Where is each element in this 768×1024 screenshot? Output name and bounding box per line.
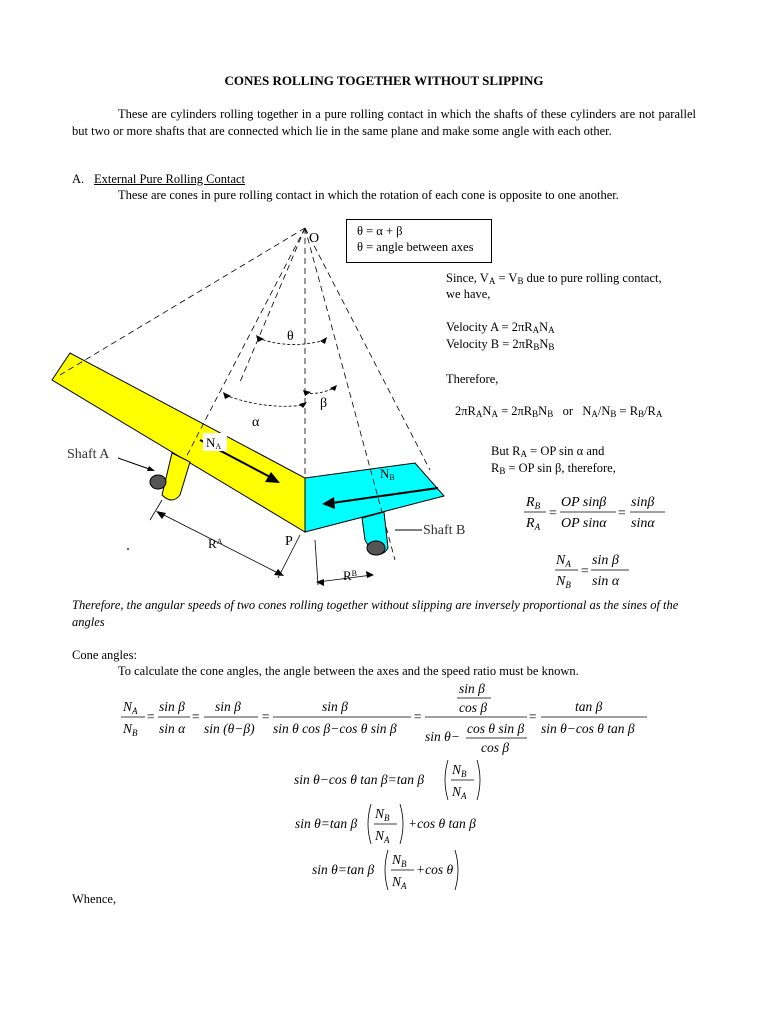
svg-text:=: = <box>413 709 423 724</box>
svg-text:sinα: sinα <box>631 516 655 531</box>
svg-text:cos β: cos β <box>459 700 488 715</box>
svg-text:sin θ−cos θ tan β: sin θ−cos θ tan β <box>541 721 635 736</box>
svg-text:NB: $N_B$ <box>123 721 138 738</box>
page-title: CONES ROLLING TOGETHER WITHOUT SLIPPING <box>224 73 544 88</box>
shaft-a <box>118 453 190 500</box>
label-alpha: α <box>252 415 260 430</box>
svg-text:=: = <box>191 709 201 724</box>
since-line: Since, $V_A = V_B$ due to pure rolling contact, <box>446 271 662 286</box>
svg-text:NB: $N_B$ <box>452 762 467 779</box>
svg-text:=: = <box>580 564 590 579</box>
svg-text:sin θ−: sin θ− <box>425 729 460 744</box>
svg-text:NA: $N_A$ <box>375 828 390 845</box>
velocity-b-line: Velocity $B = 2\pi R_BN_B$ <box>446 337 555 352</box>
svg-text:sin α: sin α <box>592 574 620 589</box>
svg-text:+cos θ: +cos θ <box>416 862 454 877</box>
svg-text:sin θ=tan β: sin θ=tan β <box>295 816 358 831</box>
svg-text:+cos θ tan β: +cos θ tan β <box>408 816 476 831</box>
derivation-equation-2 <box>290 756 490 804</box>
svg-text:RA: $R_A$ <box>526 516 541 532</box>
svg-text:=: = <box>617 506 627 521</box>
label-rb: $R^B$ <box>343 568 358 583</box>
svg-text:NB: $N_B$ <box>375 806 390 823</box>
section-title: External Pure Rolling Contact <box>94 172 246 186</box>
svg-text:sin θ cos β−cos θ sin β: sin θ cos β−cos θ sin β <box>273 721 397 736</box>
speed-ratio-formula <box>552 548 632 592</box>
rb-line: $R_B$ = OP sin β, therefore, <box>491 461 616 476</box>
svg-text:NB: $N_B$ <box>392 852 407 869</box>
svg-text:NA: $N_A$ <box>392 874 407 891</box>
label-theta: θ <box>287 329 294 344</box>
label-shaft-a: Shaft A <box>67 447 110 462</box>
radius-ratio-formula <box>520 490 670 534</box>
label-beta: β <box>320 396 328 411</box>
svg-text:=: = <box>146 709 156 724</box>
svg-text:sin θ=tan β: sin θ=tan β <box>312 862 375 877</box>
svg-text:=: = <box>548 506 558 521</box>
section-number: A. <box>72 172 85 186</box>
conclusion-text: Therefore, the angular speeds of two cones rolling together without slipping are inversely proportional as the sines of the angles <box>72 598 679 629</box>
derivation-equation-3 <box>293 800 483 848</box>
svg-text:cos θ sin β: cos θ sin β <box>467 721 525 736</box>
svg-text:cos β: cos β <box>481 740 510 755</box>
intro-text: These are cylinders rolling together in a pure rolling contact in which the shafts of these cylinders are not parallel but two or more shafts that are connected which lie in the same plane and make some angle with each other. <box>72 107 696 138</box>
svg-text:OP sinβ: OP sinβ <box>561 495 607 510</box>
cone-diagram <box>40 210 466 595</box>
label-ra: $R^A$ <box>208 536 223 551</box>
definition-line-2: θ = angle between axes <box>357 240 474 254</box>
stray-dot <box>127 548 129 550</box>
therefore-line: Therefore, <box>446 372 499 386</box>
we-have-line: we have, <box>446 287 491 301</box>
label-shaft-b: Shaft B <box>423 523 466 538</box>
ratio-equation: $2\pi R_AN_A = 2\pi R_BN_B$ or $N_A/N_B = R_B/R_A$ <box>455 404 663 419</box>
label-o: O <box>309 231 320 246</box>
svg-text:RB: $R_B$ <box>526 495 541 511</box>
velocity-a-line: Velocity $A = 2\pi R_AN_A$ <box>446 320 555 335</box>
svg-text:NA: $N_A$ <box>556 553 571 569</box>
svg-text:sin β: sin β <box>322 699 348 714</box>
but-line: But $R_A$ = OP sin α and <box>491 444 605 459</box>
svg-text:=: = <box>261 709 271 724</box>
cone-a-shape <box>52 353 305 532</box>
cone-angles-heading: Cone angles: <box>72 648 137 662</box>
svg-text:sin β: sin β <box>592 553 619 568</box>
svg-text:NA: $N_A$ <box>452 784 467 801</box>
svg-text:sin β: sin β <box>459 681 485 696</box>
section-description: These are cones in pure rolling contact in which the rotation of each cone is opposite to one another. <box>118 188 619 202</box>
angle-arcs <box>225 338 335 406</box>
label-nb: NB <box>380 466 395 482</box>
whence-text: Whence, <box>72 892 117 906</box>
cone-angles-text: To calculate the cone angles, the angle between the axes and the speed ratio must be known. <box>118 664 579 678</box>
derivation-equation-1 <box>115 678 655 758</box>
label-na: NA <box>206 435 222 451</box>
definition-line-1: θ = α + β <box>357 224 403 238</box>
section-heading <box>72 172 245 187</box>
intro-paragraph <box>72 106 696 139</box>
derivation-equation-4 <box>312 846 472 894</box>
svg-text:sin θ−cos θ tan β=tan β: sin θ−cos θ tan β=tan β <box>294 772 425 787</box>
svg-text:NA: $N_A$ <box>123 699 138 716</box>
label-p: P <box>285 534 293 549</box>
svg-text:=: = <box>528 709 538 724</box>
svg-text:NB: $N_B$ <box>556 574 571 590</box>
svg-text:sin (θ−β): sin (θ−β) <box>204 721 255 736</box>
svg-text:OP sinα: OP sinα <box>561 516 607 531</box>
svg-text:sin β: sin β <box>215 699 241 714</box>
svg-text:tan β: tan β <box>575 699 603 714</box>
svg-text:sin α: sin α <box>159 721 186 736</box>
svg-text:sin β: sin β <box>159 699 185 714</box>
svg-text:sinβ: sinβ <box>631 495 655 510</box>
